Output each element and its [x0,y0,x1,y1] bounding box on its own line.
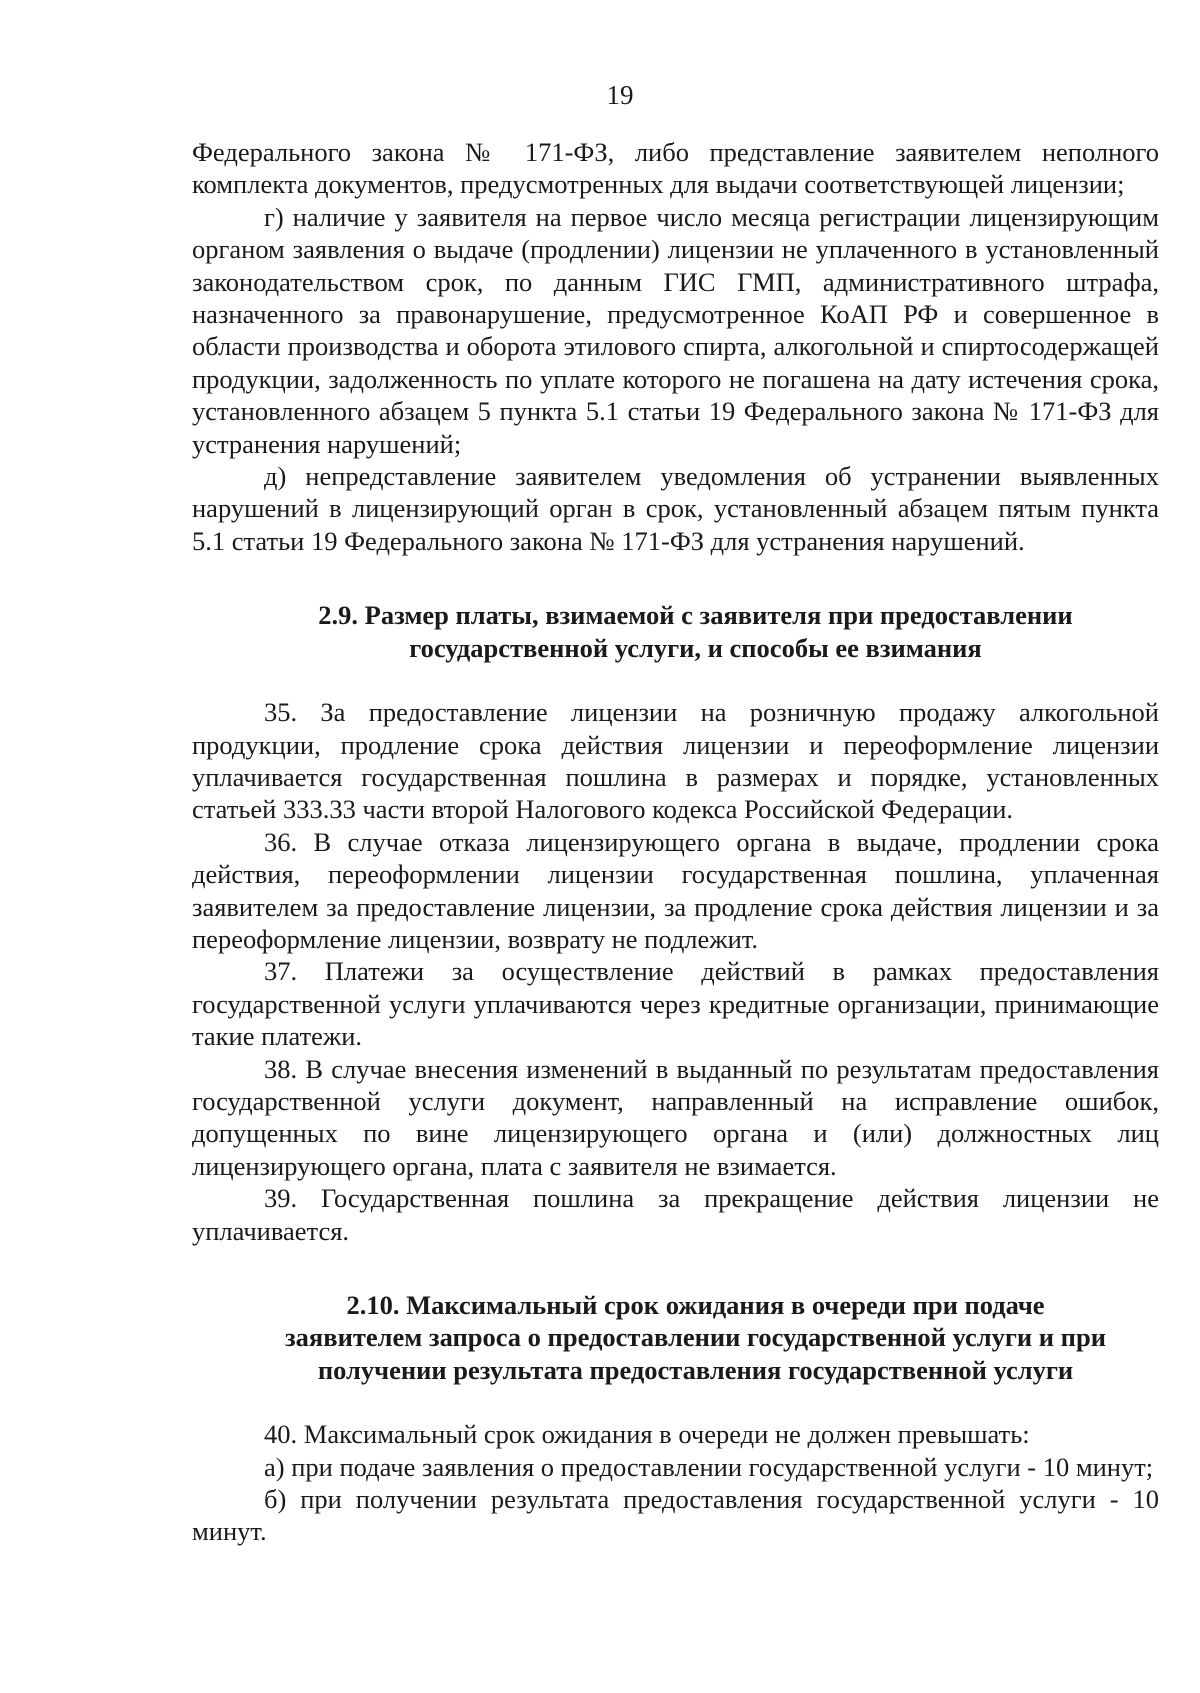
section-heading-2-10-line1: 2.10. Максимальный срок ожидания в очереди при подаче [346,1290,1045,1320]
section-heading-2-9-line2: государственной услуги, и способы ее взимания [409,632,982,663]
section-heading-2-9 [192,599,1159,664]
document-body [192,136,1159,1548]
section-heading-2-10 [192,1289,1159,1386]
paragraph-36: 36. В случае отказа лицензирующего органа в выдаче, продлении срока действия, переоформлении лицензии государственная пошлина, уплаченная заявителем за предоставление лицензии, за продление срока действия лицензии и за переоформление лицензии, возврату не подлежит. [192,826,1159,954]
paragraph-40-b: б) при получении результата предоставления государственной услуги - 10 минут. [192,1484,1159,1547]
paragraph-39: 39. Государственная пошлина за прекращение действия лицензии не уплачивается. [192,1183,1159,1246]
paragraph-continuation: Федерального закона № 171-ФЗ, либо представление заявителем неполного комплекта документов, предусмотренных для выдачи соответствующей лицензии; [192,137,1159,200]
paragraph-item-g: г) наличие у заявителя на первое число месяца регистрации лицензирующим органом заявления о выдаче (продлении) лицензии не уплаченного в установленный законодательством срок, по данным ГИС ГМП, административного штрафа, назначенного за правонарушение, предусмотренное КоАП РФ и совершенное в области производства и оборота этилового спирта, алкогольной и спиртосодержащей продукции, задолженность по уплате которого не погашена на дату истечения срока, установленного абзацем 5 пункта 5.1 статьи 19 Федерального закона № 171-ФЗ для устранения нарушений; [192,201,1159,459]
section-heading-2-9-line1: 2.9. Размер платы, взимаемой с заявителя при предоставлении [318,600,1073,631]
paragraph-item-d: д) непредставление заявителем уведомления об устранении выявленных нарушений в лицензирующий орган в срок, установленный абзацем пятым пункта 5.1 статьи 19 Федерального закона № 171-ФЗ для устранения нарушений. [192,461,1159,556]
paragraph-38: 38. В случае внесения изменений в выданный по результатам предоставления государственной услуги документ, направленный на исправление ошибок, допущенных по вине лицензирующего органа и (или) должностных лиц лицензирующего органа, плата с заявителя не взимается. [192,1053,1159,1181]
page-number: 19 [606,80,634,110]
paragraph-35: 35. За предоставление лицензии на розничную продажу алкогольной продукции, продление срока действия лицензии и переоформление лицензии уплачивается государственная пошлина в размерах и порядке, установленных статьей 333.33 части второй Налогового кодекса Российской Федерации. [192,697,1159,825]
paragraph-40-a: а) при подаче заявления о предоставлении государственной услуги - 10 минут; [264,1451,1154,1482]
paragraph-37: 37. Платежи за осуществление действий в рамках предоставления государственной услуги уплачиваются через кредитные организации, принимающие такие платежи. [192,956,1159,1052]
section-heading-2-10-line2: заявителем запроса о предоставлении государственной услуги и при [285,1322,1106,1353]
section-heading-2-10-line3: получении результата предоставления государственной услуги [317,1354,1074,1385]
paragraph-40: 40. Максимальный срок ожидания в очереди не должен превышать: [264,1419,1030,1450]
